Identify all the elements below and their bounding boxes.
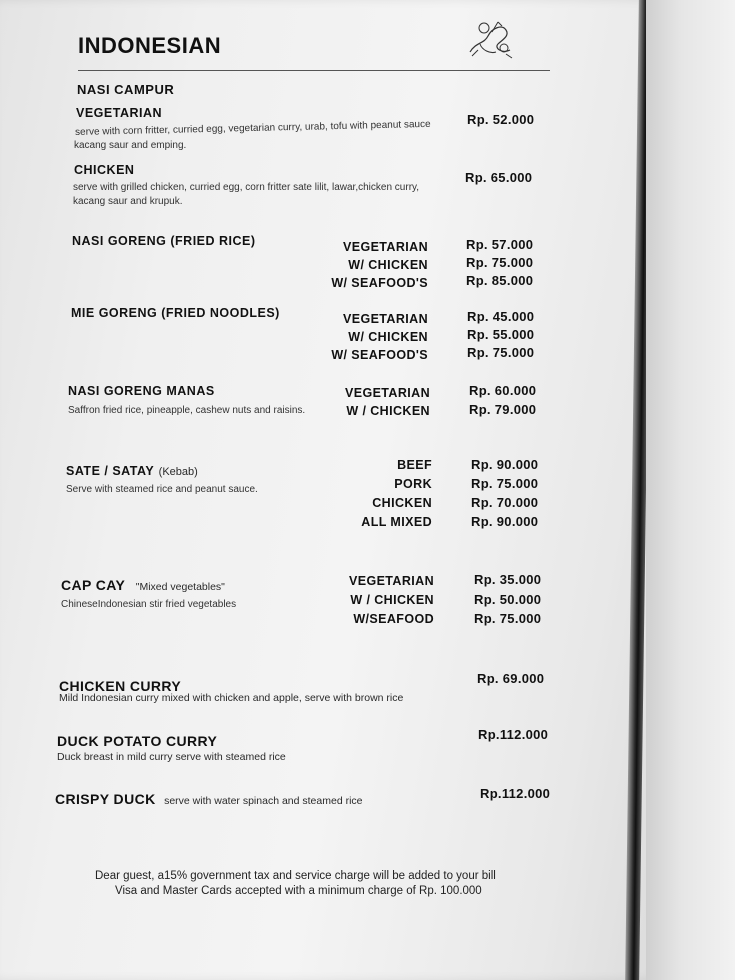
nasi-goreng-price-2: Rp. 75.000: [466, 255, 534, 270]
nasi-campur-vegetarian-desc-2: kacang saur and emping.: [74, 140, 187, 151]
chicken-curry-desc: Mild Indonesian curry mixed with chicken and apple, serve with brown rice: [59, 692, 404, 704]
sate-name: SATE / SATAY: [66, 464, 155, 478]
sate-price-all-mixed: Rp. 90.000: [471, 514, 539, 529]
mie-goreng-price-2: Rp. 55.000: [467, 327, 535, 342]
cap-cay-desc: ChineseIndonesian stir fried vegetables: [61, 599, 237, 610]
cap-cay-variant-2: W / CHICKEN: [350, 593, 434, 607]
crispy-duck-line: [55, 791, 363, 809]
crispy-duck-price: Rp.112.000: [480, 786, 551, 801]
nasi-campur-chicken-desc-1: serve with grilled chicken, curried egg, corn fritter sate lilit, lawar,chicken curry,: [73, 182, 420, 193]
chicken-curry-name: CHICKEN CURRY: [59, 678, 182, 694]
cap-cay-name-suffix: "Mixed vegetables": [135, 581, 225, 593]
crispy-duck-desc: serve with water spinach and steamed rice: [164, 795, 363, 807]
sate-variant-beef: BEEF: [397, 458, 432, 472]
nasi-goreng-manas-price-1: Rp. 60.000: [469, 383, 537, 398]
nasi-campur-heading: NASI CAMPUR: [77, 82, 175, 97]
nasi-goreng-manas-name: NASI GORENG MANAS: [68, 384, 215, 398]
mie-goreng-variant-1: VEGETARIAN: [342, 312, 428, 326]
nasi-campur-vegetarian-name: VEGETARIAN: [76, 106, 163, 120]
page-title: INDONESIAN: [78, 33, 222, 58]
nasi-campur-vegetarian-desc-1: serve with corn fritter, curried egg, vegetarian curry, urab, tofu with peanut sauce: [75, 118, 431, 138]
duck-potato-curry-desc: Duck breast in mild curry serve with steamed rice: [57, 751, 286, 763]
nasi-campur-chicken-name: CHICKEN: [74, 163, 135, 177]
chicken-curry-price: Rp. 69.000: [477, 671, 545, 686]
mie-goreng-variant-3: W/ SEAFOOD'S: [331, 348, 428, 362]
sate-heading: [66, 462, 198, 480]
duck-potato-curry-name: DUCK POTATO CURRY: [57, 733, 218, 749]
nasi-goreng-manas-price-2: Rp. 79.000: [469, 402, 537, 417]
duck-potato-curry-price: Rp.112.000: [478, 727, 549, 742]
cap-cay-name: CAP CAY: [61, 577, 126, 593]
cap-cay-price-2: Rp. 50.000: [474, 592, 542, 607]
nasi-goreng-manas-variant-1: VEGETARIAN: [344, 386, 430, 400]
mie-goreng-name: MIE GORENG (FRIED NOODLES): [71, 306, 280, 320]
cap-cay-heading: [61, 577, 225, 595]
sate-price-pork: Rp. 75.000: [471, 476, 539, 491]
ornament-icon: [462, 14, 520, 62]
nasi-goreng-manas-desc: Saffron fried rice, pineapple, cashew nuts and raisins.: [68, 405, 306, 416]
sate-desc: Serve with steamed rice and peanut sauce.: [66, 484, 258, 495]
mie-goreng-price-3: Rp. 75.000: [467, 345, 535, 360]
nasi-goreng-price-3: Rp. 85.000: [466, 273, 534, 288]
footer-tax-note: Dear guest, a15% government tax and service charge will be added to your bill: [95, 870, 496, 882]
nasi-goreng-variant-2: W/ CHICKEN: [348, 258, 428, 272]
nasi-campur-chicken-desc-2: kacang saur and krupuk.: [73, 196, 183, 207]
header-divider: [78, 70, 550, 71]
sate-price-chicken: Rp. 70.000: [471, 495, 539, 510]
sate-variant-pork: PORK: [394, 477, 432, 491]
nasi-goreng-variant-3: W/ SEAFOOD'S: [331, 276, 428, 290]
sate-price-beef: Rp. 90.000: [471, 457, 539, 472]
mie-goreng-variant-2: W/ CHICKEN: [348, 330, 428, 344]
cap-cay-price-3: Rp. 75.000: [474, 611, 542, 626]
footer-card-note: Visa and Master Cards accepted with a minimum charge of Rp. 100.000: [115, 885, 482, 897]
nasi-goreng-variant-1: VEGETARIAN: [342, 240, 428, 254]
nasi-campur-chicken-price: Rp. 65.000: [465, 170, 533, 185]
mie-goreng-price-1: Rp. 45.000: [467, 309, 535, 324]
nasi-goreng-name: NASI GORENG (FRIED RICE): [72, 234, 256, 248]
cap-cay-variant-1: VEGETARIAN: [348, 574, 434, 588]
cap-cay-price-1: Rp. 35.000: [474, 572, 542, 587]
nasi-campur-vegetarian-price: Rp. 52.000: [467, 112, 535, 127]
crispy-duck-name: CRISPY DUCK: [55, 791, 156, 807]
nasi-goreng-manas-variant-2: W / CHICKEN: [346, 404, 430, 418]
sate-variant-chicken: CHICKEN: [372, 496, 432, 510]
sate-variant-all-mixed: ALL MIXED: [361, 515, 432, 529]
facing-page-edge: [646, 0, 735, 980]
sate-name-suffix: (Kebab): [158, 466, 198, 478]
cap-cay-variant-3: W/SEAFOOD: [353, 612, 434, 626]
nasi-goreng-price-1: Rp. 57.000: [466, 237, 534, 252]
